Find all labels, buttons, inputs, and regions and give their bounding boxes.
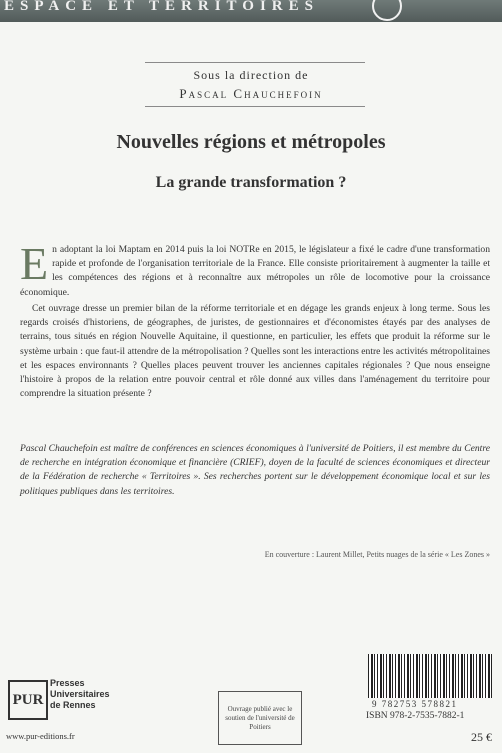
series-band bbox=[0, 0, 502, 22]
publisher-url[interactable]: www.pur-editions.fr bbox=[6, 731, 75, 741]
price-label: 25 € bbox=[471, 730, 492, 744]
cover-credit: En couverture : Laurent Millet, Petits nuages de la série « Les Zones » bbox=[264, 550, 490, 559]
author-bio: Pascal Chauchefoin est maître de conférences en sciences économiques à l'université de Poitiers, il est membre du Centre de recherche en intégration économique et financière (CRIEF), doyen de la faculté de sciences économiques et directeur de la Fédération de recherche « Territoires ». Ses recherches portent sur le développement économique local et sur les politiques publiques dans les territoires. bbox=[20, 443, 490, 497]
bottom-rule bbox=[145, 106, 365, 107]
publisher-name: Presses Universitaires de Rennes bbox=[50, 678, 110, 710]
book-title: Nouvelles régions et métropoles bbox=[116, 131, 386, 153]
drop-cap: E bbox=[20, 238, 49, 289]
summary-paragraph-2: Cet ouvrage dresse un premier bilan de la réforme territoriale et en dégage les grands enjeux à long terme. Sous les regards croisés d'historiens, de géographes, de juristes, de gestionnaires et d'économistes étayés par des analyses de terrains, tous situés en région Nouvelle Aquitaine, il questionne, en particulier, les effets que produit la réforme sur le système urbain : que faut-il attendre de la métropolisation ? Quelles sont les interactions entre les activités métropolitaines et les espaces environnants ? Quelles places peuvent trouver les anciennes capitales régionales ? Que nous enseigne l'histoire à propos de la relation entre pouvoir central et rôle donné aux villes dans l'aménagement du territoire pour comprendre la situation présente ? bbox=[20, 303, 490, 400]
support-note: Ouvrage publié avec le soutien de l'université de Poitiers bbox=[218, 691, 302, 745]
top-rule bbox=[145, 62, 365, 63]
barcode-image bbox=[368, 654, 492, 698]
globe-icon bbox=[372, 0, 402, 21]
paragraph-1-text: n adoptant la loi Maptam en 2014 puis la loi NOTRe en 2015, le législateur a fixé le cadre d'une transformation rapide et profonde de l'organisation territoriale de la France. Elle consiste prioritairement à augmenter la taille et les compétences des régions et à reconnaître aux métropoles un rôle de locomotive pour la croissance économique. bbox=[20, 244, 490, 298]
barcode-number: 9 782753 578821 bbox=[372, 699, 458, 709]
editor-name: Pascal Chauchefoin bbox=[179, 86, 323, 101]
isbn-label: ISBN 978-2-7535-7882-1 bbox=[366, 711, 465, 721]
series-title: ESPACE ET TERRITOIRES bbox=[4, 0, 319, 14]
summary-paragraph-1 bbox=[20, 238, 490, 300]
direction-label: Sous la direction de bbox=[193, 68, 309, 82]
book-subtitle: La grande transformation ? bbox=[155, 174, 347, 191]
publisher-logo: PUR bbox=[8, 680, 48, 720]
